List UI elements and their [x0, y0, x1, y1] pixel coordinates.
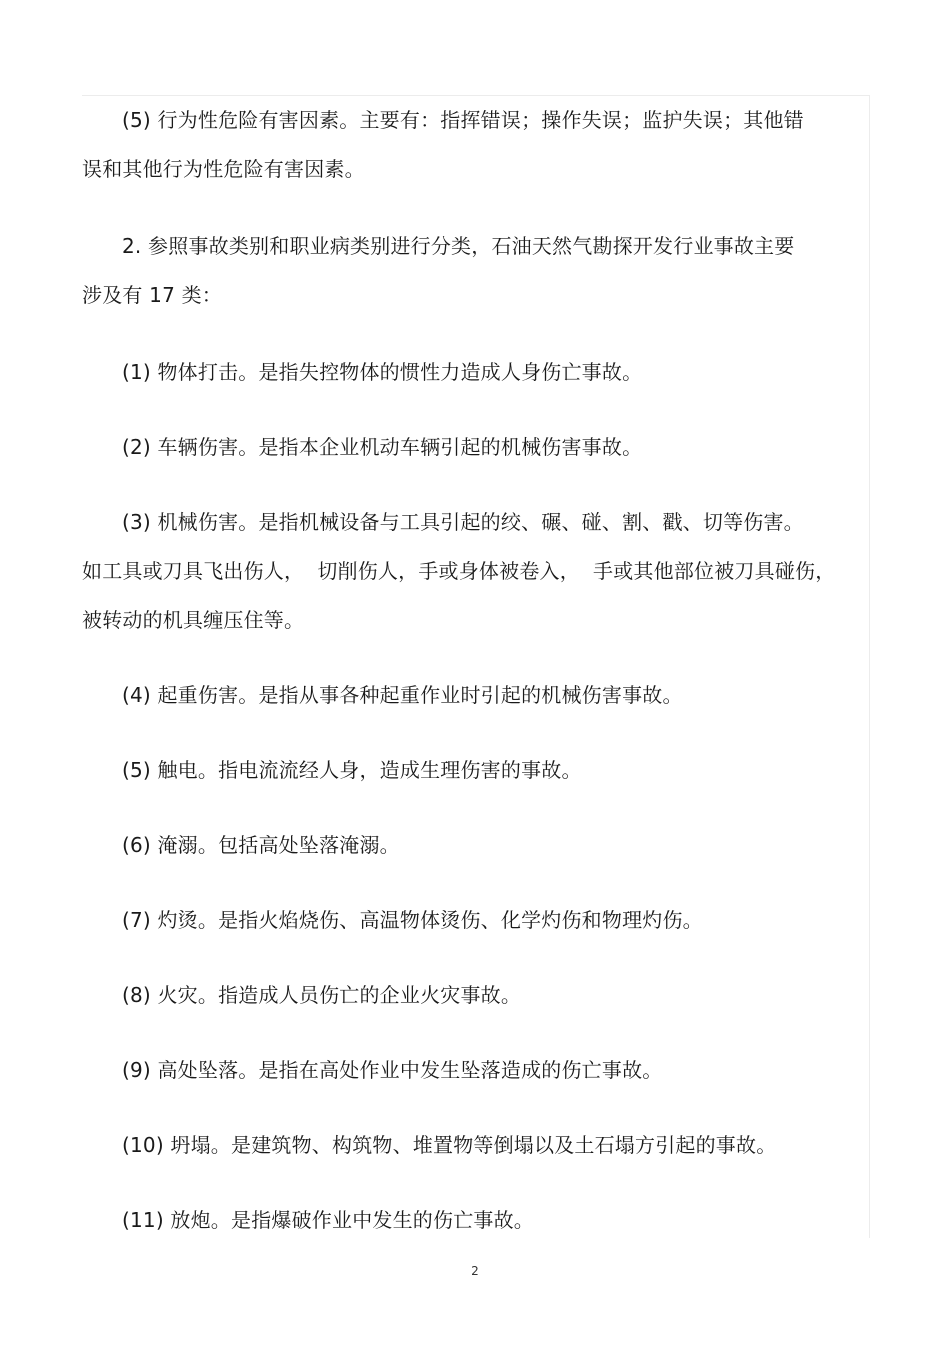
paragraph-accident-classification: [82, 222, 844, 320]
text-line: (4) 起重伤害。是指从事各种起重作业时引起的机械伤害事故。: [122, 683, 683, 707]
paragraph-collapse: [82, 1121, 844, 1170]
text-line: 误和其他行为性危险有害因素。: [82, 157, 365, 181]
paragraph-fire: [82, 971, 844, 1020]
document-body: [82, 96, 844, 1245]
paragraph-vehicle-injury: [82, 423, 844, 472]
text-line: (5) 行为性危险有害因素。主要有：指挥错误；操作失误；监护失误；其他错: [122, 108, 804, 132]
paragraph-blasting: [82, 1196, 844, 1245]
text-line: (9) 高处坠落。是指在高处作业中发生坠落造成的伤亡事故。: [122, 1058, 663, 1082]
paragraph-fall-from-height: [82, 1046, 844, 1095]
text-line: (2) 车辆伤害。是指本企业机动车辆引起的机械伤害事故。: [122, 435, 643, 459]
text-line: (6) 淹溺。包括高处坠落淹溺。: [122, 833, 400, 857]
paragraph-mechanical-injury: [82, 498, 844, 645]
paragraph-burns: [82, 896, 844, 945]
paragraph-behavior-hazards: [82, 96, 844, 194]
paragraph-electric-shock: [82, 746, 844, 795]
text-line: (3) 机械伤害。是指机械设备与工具引起的绞、碾、碰、割、戳、切等伤害。: [122, 510, 804, 534]
text-line: (5) 触电。指电流流经人身，造成生理伤害的事故。: [122, 758, 582, 782]
paragraph-object-strike: [82, 348, 844, 397]
text-line: (10) 坍塌。是建筑物、构筑物、堆置物等倒塌以及土石塌方引起的事故。: [122, 1133, 777, 1157]
text-line: 2. 参照事故类别和职业病类别进行分类，石油天然气勘探开发行业事故主要: [122, 234, 795, 258]
text-line: (11) 放炮。是指爆破作业中发生的伤亡事故。: [122, 1208, 535, 1232]
text-line: (7) 灼烫。是指火焰烧伤、高温物体烫伤、化学灼伤和物理灼伤。: [122, 908, 703, 932]
text-line: 被转动的机具缠压住等。: [82, 608, 305, 632]
page-frame-right: [869, 95, 870, 1238]
text-line: 如工具或刀具飞出伤人， 切削伤人，手或身体被卷入， 手或其他部位被刀具碰伤，: [82, 559, 836, 583]
text-line: 涉及有 17 类：: [82, 283, 222, 307]
paragraph-lifting-injury: [82, 671, 844, 720]
page-number: 2: [471, 1264, 479, 1278]
text-line: (8) 火灾。指造成人员伤亡的企业火灾事故。: [122, 983, 522, 1007]
paragraph-drowning: [82, 821, 844, 870]
text-line: (1) 物体打击。是指失控物体的惯性力造成人身伤亡事故。: [122, 360, 643, 384]
